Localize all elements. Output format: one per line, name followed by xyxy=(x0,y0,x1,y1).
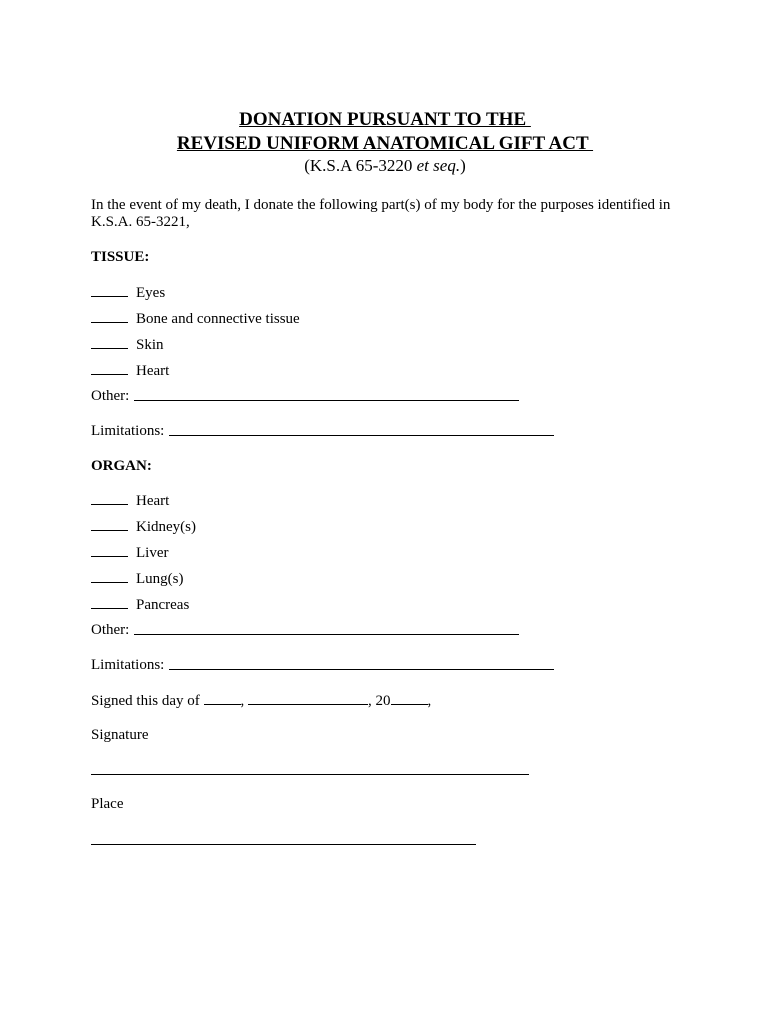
document-title-line1: DONATION PURSUANT TO THE xyxy=(239,109,531,130)
tissue-item-label: Bone and connective tissue xyxy=(136,311,300,327)
checkbox-blank[interactable] xyxy=(91,336,128,349)
month-field[interactable] xyxy=(248,692,368,705)
checkbox-blank[interactable] xyxy=(91,310,128,323)
citation-italic: et seq. xyxy=(416,156,461,175)
place-field[interactable] xyxy=(91,834,476,845)
tissue-item xyxy=(91,310,300,328)
signature-label: Signature xyxy=(91,727,149,743)
tissue-other-field[interactable] xyxy=(134,388,519,401)
checkbox-blank[interactable] xyxy=(91,284,128,297)
organ-item-label: Heart xyxy=(136,493,170,509)
citation-suffix: ) xyxy=(460,156,466,175)
organ-item-label: Pancreas xyxy=(136,597,190,613)
checkbox-blank[interactable] xyxy=(91,518,128,531)
organ-item-label: Liver xyxy=(136,545,169,561)
checkbox-blank[interactable] xyxy=(91,570,128,583)
checkbox-blank[interactable] xyxy=(91,492,128,505)
organ-other-label: Other: xyxy=(91,622,130,638)
day-field[interactable] xyxy=(204,692,241,705)
year-field[interactable] xyxy=(391,692,428,705)
place-label: Place xyxy=(91,796,124,812)
tissue-item-label: Eyes xyxy=(136,285,166,301)
statute-citation xyxy=(0,156,770,176)
tissue-item-label: Skin xyxy=(136,337,164,353)
checkbox-blank[interactable] xyxy=(91,362,128,375)
citation-prefix: (K.S.A 65-3220 xyxy=(304,156,417,175)
document-title-line2: REVISED UNIFORM ANATOMICAL GIFT ACT xyxy=(176,133,594,154)
organ-item-label: Kidney(s) xyxy=(136,519,196,535)
tissue-limitations-field[interactable] xyxy=(169,423,554,436)
organ-item xyxy=(91,492,169,510)
tissue-other-label: Other: xyxy=(91,388,130,404)
tissue-item xyxy=(91,284,165,302)
organ-item xyxy=(91,596,189,614)
organ-other-field[interactable] xyxy=(134,622,519,635)
signed-prefix: Signed this day of xyxy=(91,693,204,709)
tissue-heading: TISSUE: xyxy=(91,249,150,265)
organ-limitations-field[interactable] xyxy=(169,657,554,670)
tissue-limitations-label: Limitations: xyxy=(91,423,165,439)
intro-line2: K.S.A. 65-3221, xyxy=(91,214,190,230)
organ-item xyxy=(91,518,196,536)
signed-suffix: , xyxy=(427,693,432,709)
organ-limitations-label: Limitations: xyxy=(91,657,165,673)
tissue-item xyxy=(91,336,164,354)
organ-item xyxy=(91,570,184,588)
signed-date-line xyxy=(91,692,431,710)
organ-heading: ORGAN: xyxy=(91,458,152,474)
signed-year-prefix: , 20 xyxy=(368,693,391,709)
organ-item xyxy=(91,544,168,562)
tissue-item-label: Heart xyxy=(136,363,170,379)
tissue-item xyxy=(91,362,169,380)
intro-line1: In the event of my death, I donate the following part(s) of my body for the purposes identified in xyxy=(91,197,671,213)
checkbox-blank[interactable] xyxy=(91,544,128,557)
signature-field[interactable] xyxy=(91,764,529,775)
checkbox-blank[interactable] xyxy=(91,596,128,609)
signed-separator: , xyxy=(240,693,248,709)
organ-item-label: Lung(s) xyxy=(136,571,184,587)
